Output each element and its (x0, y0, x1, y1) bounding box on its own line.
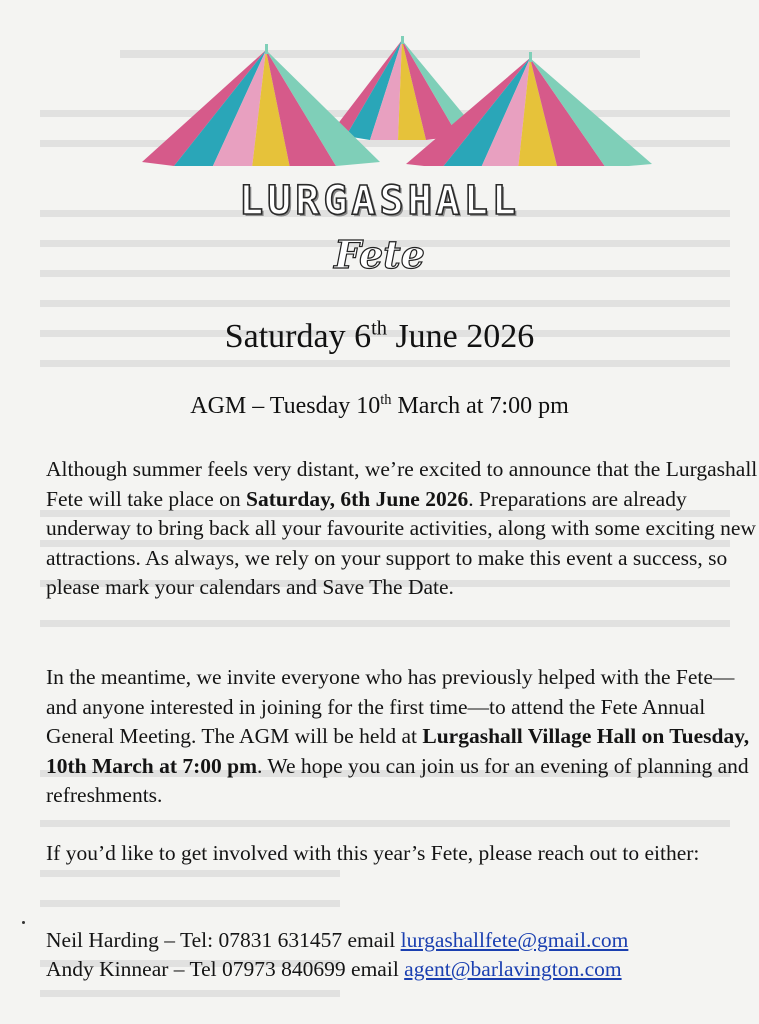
agm-sup: th (380, 392, 392, 408)
agm-paragraph (46, 663, 758, 811)
event-date-prefix: Saturday 6 (224, 318, 372, 355)
circus-tent-icon (140, 36, 660, 166)
p2-text-b: . We hope you can join us for an evening of planning and refreshments. (46, 753, 749, 807)
event-date-suffix: June 2026 (386, 318, 535, 355)
contact-line (46, 926, 758, 955)
p2-text-a: In the meantime, we invite everyone who has previously helped with the Fete—and anyone interested in joining for the first time—to attend the Fete Annual General Meeting. The AGM will be held at (46, 665, 735, 748)
p2-bold-venue: Lurgashall Village Hall on Tuesday, 10th March at 7:00 pm (46, 724, 750, 778)
p1-text-b: . Preparations are already underway to bring back all your favourite activities, along with some exciting new attractions. As always, we rely on your support to make this event a success, so please mark your calendars and Save The Date. (46, 486, 756, 599)
contact-details: Neil Harding – Tel: 07831 631457 email (46, 928, 401, 952)
contact-details: Andy Kinnear – Tel 07973 840699 email (46, 957, 405, 981)
event-date-heading (0, 318, 759, 356)
agm-heading (0, 393, 759, 420)
p1-bold-date: Saturday, 6th June 2026 (246, 486, 469, 511)
event-wordmark: LURGASHALL (239, 178, 520, 224)
p1-text-a: Although summer feels very distant, we’re excited to announce that the Lurgashall Fete will take place on (46, 457, 758, 511)
email-link[interactable]: lurgashallfete@gmail.com (400, 928, 629, 952)
event-date-sup: th (371, 317, 387, 340)
contact-intro-paragraph: If you’d like to get involved with this year’s Fete, please reach out to either: (46, 841, 700, 865)
announcement-paragraph (46, 455, 758, 603)
agm-prefix: AGM – Tuesday 10 (190, 393, 381, 419)
agm-suffix: March at 7:00 pm (391, 393, 569, 419)
scan-speck (22, 921, 25, 924)
event-subtitle: Fete (334, 232, 425, 277)
contact-line (46, 955, 758, 984)
email-link[interactable]: agent@barlavington.com (404, 957, 622, 981)
